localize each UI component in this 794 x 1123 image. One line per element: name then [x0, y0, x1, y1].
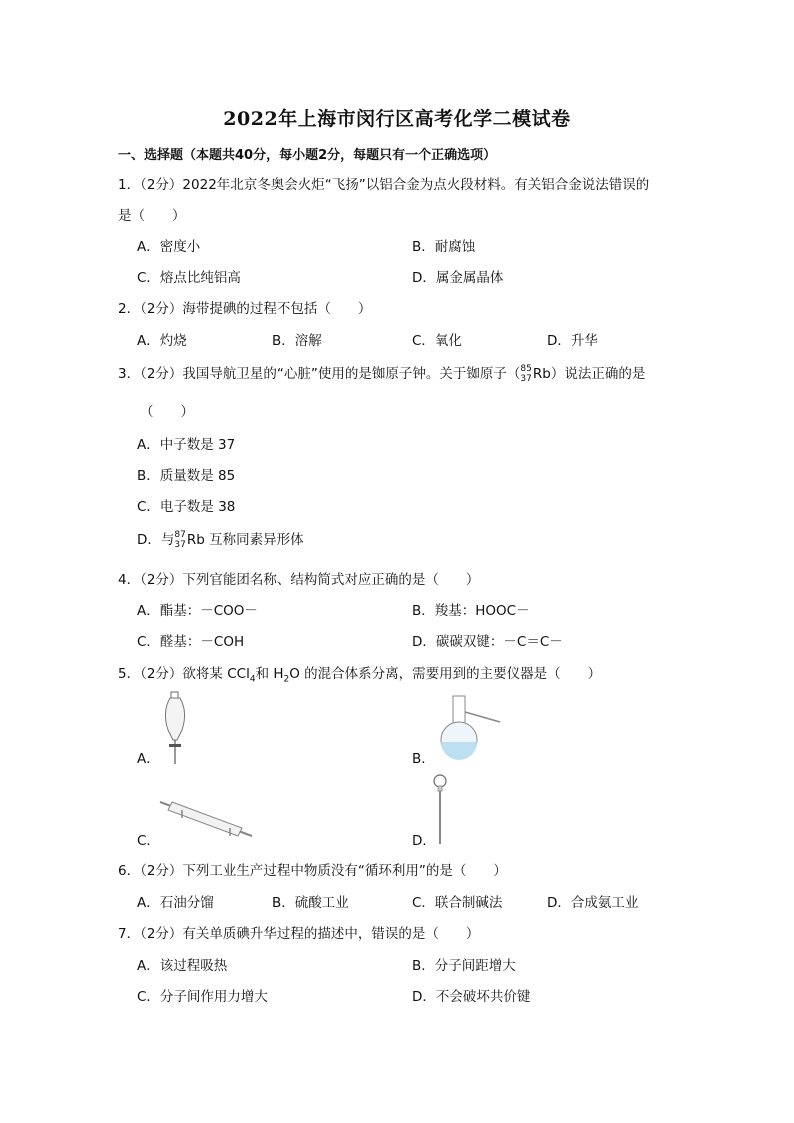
q6-option-d: D．合成氨工业	[547, 895, 639, 911]
isotope-atomic-number: 37	[520, 374, 532, 384]
q3-option-d-suffix: 互称同素异形体	[209, 532, 304, 548]
isotope-element: Rb	[186, 532, 205, 548]
q4-option-b: B．羧基：HOOC－	[412, 603, 530, 619]
q7-stem: 7．（2分）有关单质碘升华过程的描述中，错误的是（ ）	[118, 926, 480, 942]
q4-stem: 4．（2分）下列官能团名称、结构简式对应正确的是（ ）	[118, 572, 480, 588]
q3-option-c: C．电子数是 38	[137, 499, 236, 515]
q3-option-d-isotope	[174, 530, 185, 550]
q2-option-b: B．溶解	[272, 333, 322, 349]
subscript: 4	[249, 674, 256, 685]
q5-option-b-label: B．	[412, 751, 435, 767]
condenser-tube-icon	[158, 796, 254, 844]
q3-stem-text-b: ）说法正确的是	[550, 366, 646, 382]
q2-option-d: D．升华	[547, 333, 598, 349]
q4-option-c: C．醛基：－COH	[137, 634, 245, 650]
isotope-mass-number: 85	[520, 364, 532, 374]
q5-option-a-label: A．	[137, 751, 160, 767]
distillation-flask-icon	[436, 694, 502, 760]
q4-option-a: A．酯基：－COO－	[137, 603, 258, 619]
q3-isotope-notation	[520, 364, 531, 384]
q6-option-b: B．硫酸工业	[272, 895, 349, 911]
q2-option-c: C．氧化	[412, 333, 462, 349]
q3-stem-text-a: 3．（2分）我国导航卫星的“心脏”使用的是铷原子钟。关于铷原子（	[118, 366, 521, 382]
q1-stem-line2: 是（ ）	[118, 208, 186, 224]
q3-stem-line1	[118, 364, 645, 384]
q5-option-c-label: C．	[137, 833, 160, 849]
q5-stem-text-a: 5．（2分）欲将某 CCl	[118, 666, 250, 682]
q3-option-d-prefix: D．与	[137, 532, 175, 548]
subscript: 2	[283, 674, 290, 685]
q5-stem-text-b: 和 H	[255, 666, 284, 682]
isotope-element: Rb	[532, 366, 551, 382]
dropper-pipette-icon	[430, 774, 450, 846]
q6-option-c: C．联合制碱法	[412, 895, 503, 911]
q3-option-d	[137, 530, 304, 550]
q5-stem	[118, 665, 601, 689]
q2-option-a: A．灼烧	[137, 333, 187, 349]
q7-option-c: C．分子间作用力增大	[137, 989, 268, 1005]
q6-option-a: A．石油分馏	[137, 895, 214, 911]
q4-option-d: D．碳碳双键：－C＝C－	[412, 634, 563, 650]
section-heading: 一、选择题（本题共40分，每小题2分，每题只有一个正确选项）	[118, 148, 497, 163]
q7-option-a: A．该过程吸热	[137, 958, 228, 974]
isotope-mass-number: 87	[174, 530, 186, 540]
q3-stem-line2: （ ）	[140, 404, 194, 420]
q6-stem: 6．（2分）下列工业生产过程中物质没有“循环利用”的是（ ）	[118, 863, 507, 879]
q1-option-b: B．耐腐蚀	[412, 239, 476, 255]
separatory-funnel-icon	[158, 690, 192, 766]
q7-option-d: D．不会破坏共价键	[412, 989, 531, 1005]
q5-option-d-label: D．	[412, 833, 436, 849]
q2-stem: 2．（2分）海带提碘的过程不包括（ ）	[118, 301, 372, 317]
exam-title: 2022年上海市闵行区高考化学二模试卷	[223, 108, 571, 130]
q1-stem-line1: 1．（2分）2022年北京冬奥会火炬“飞扬”以铝合金为点火段材料。有关铝合金说法错误的	[118, 177, 650, 193]
q1-option-c: C．熔点比纯铝高	[137, 270, 241, 286]
q3-option-a: A．中子数是 37	[137, 437, 236, 453]
q5-stem-text-c: O 的混合体系分离，需要用到的主要仪器是（ ）	[289, 666, 602, 682]
q7-option-b: B．分子间距增大	[412, 958, 516, 974]
q1-option-d: D．属金属晶体	[412, 270, 504, 286]
isotope-atomic-number: 37	[174, 540, 186, 550]
q3-option-b: B．质量数是 85	[137, 468, 236, 484]
q1-option-a: A．密度小	[137, 239, 201, 255]
